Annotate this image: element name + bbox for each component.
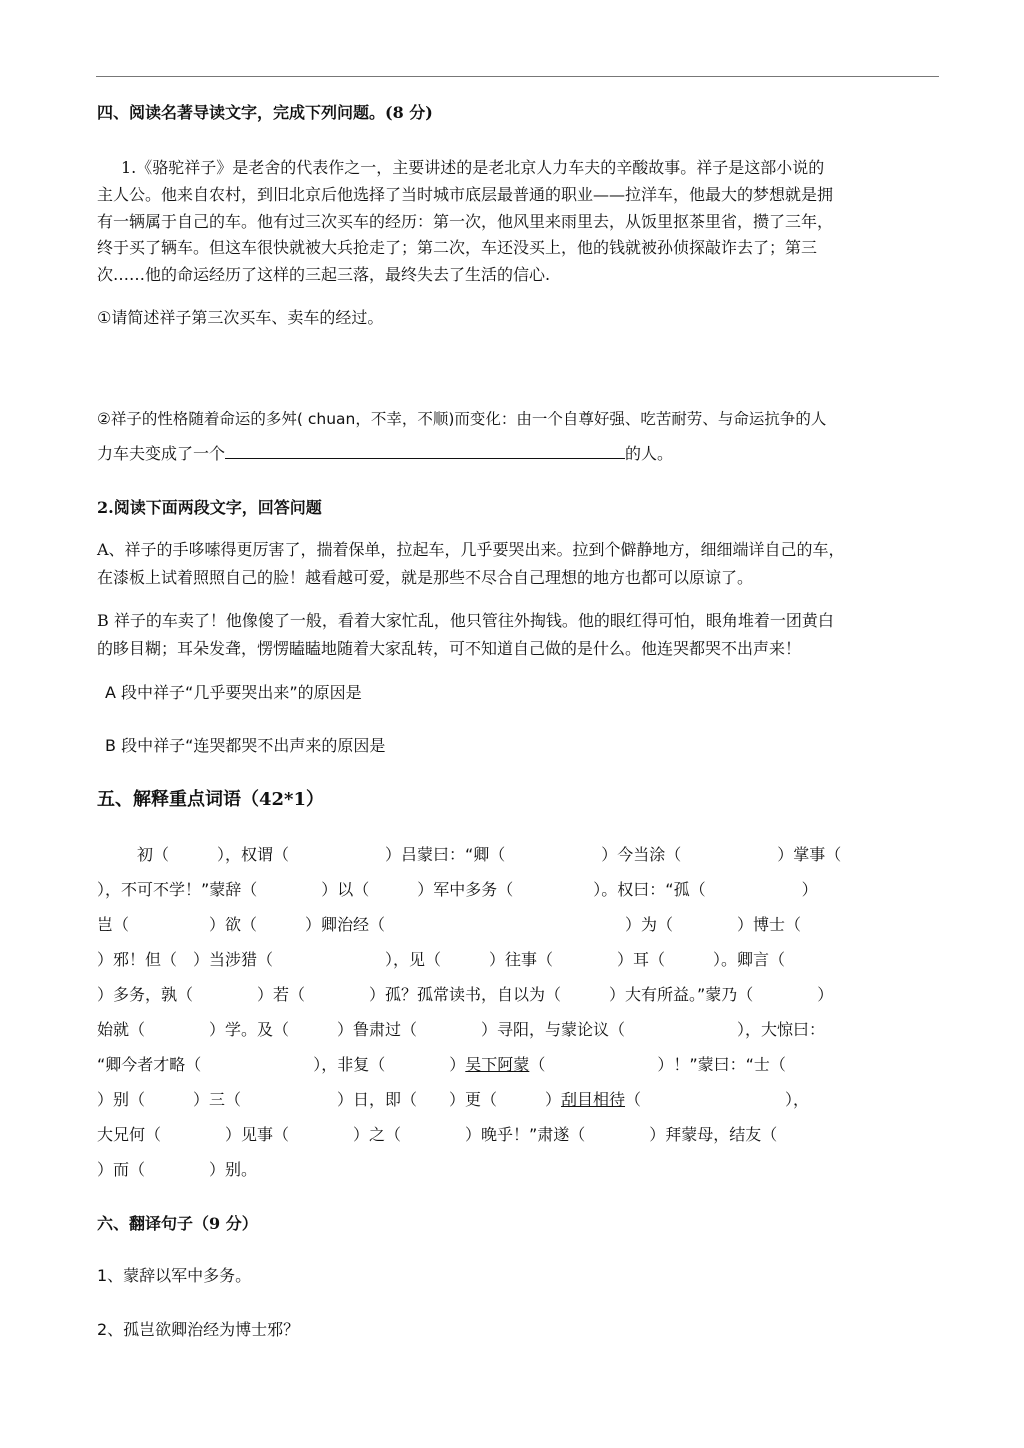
vocab-text: ）别（ ）三（ ）日，即（ ）更（ ）: [97, 1090, 562, 1109]
vocab-line: [97, 982, 933, 1005]
translate-item-2: 2、孤岂欲卿治经为博士邪？: [97, 1320, 300, 1339]
passage-line: 1.《骆驼祥子》是老舍的代表作之一，主要讲述的是老北京人力车夫的辛酸故事。祥子是这部小说的: [121, 158, 825, 177]
section-4-title: 四、阅读名著导读文字，完成下列问题。(8 分): [97, 103, 433, 122]
vocab-text: （ ）！”蒙曰：“士（: [529, 1055, 786, 1074]
translate-item-1: 1、蒙辞以军中多务。: [97, 1266, 252, 1285]
vocab-text: 初（ ），权谓（ ）吕蒙曰：“卿（ ）今当涂（ ）掌事（: [137, 845, 842, 864]
paragraph-a-line: 在漆板上试着照照自己的脸！越看越可爱，就是那些不尽合自己理想的地方也都可以原谅了。: [97, 568, 754, 587]
vocab-text: ）而（ ）别。: [97, 1160, 258, 1179]
underlined-term: 刮目相待: [561, 1090, 626, 1109]
paragraph-b-line: B 祥子的车卖了！他像傻了一般，看着大家忙乱，他只管往外掏钱。他的眼红得可怕，眼角堆着一团黄白: [97, 611, 834, 630]
underlined-term: 吴下阿蒙: [465, 1055, 530, 1074]
vocab-line: [97, 842, 933, 865]
question-2-tail: 的人。: [625, 444, 674, 463]
vocab-text: 大兄何（ ）见事（ ）之（ ）晚乎！”肃遂（ ）拜蒙母，结友（: [97, 1125, 778, 1144]
passage-line: 终于买了辆车。但这车很快就被大兵抢走了；第二次，车还没买上，他的钱就被孙侦探敲诈去了；第三: [97, 238, 818, 257]
passage-line: 有一辆属于自己的车。他有过三次买车的经历：第一次，他风里来雨里去，从饭里抠茶里省，攒了三年，: [97, 212, 834, 231]
question-1: ①请简述祥子第三次买车、卖车的经过。: [97, 308, 384, 327]
vocab-line: [97, 1122, 933, 1145]
paragraph-b-line: 的眵目糊；耳朵发聋，愣愣瞌瞌地随着大家乱转，可不知道自己做的是什么。他连哭都哭不出声来！: [97, 639, 802, 658]
vocab-line: [97, 1017, 933, 1040]
vocab-line: [97, 1157, 933, 1180]
section-5-title: 五、解释重点词语（42*1）: [97, 789, 324, 810]
passage-line: 主人公。他来自农村，到旧北京后他选择了当时城市底层最普通的职业——拉洋车，他最大的梦想就是拥: [97, 185, 834, 204]
paragraph-a-line: A、祥子的手哆嗦得更厉害了，揣着保单，拉起车，几乎要哭出来。拉到个僻静地方，细细端详自己的车，: [97, 540, 845, 559]
vocab-line: [97, 912, 933, 935]
vocab-text: ），不可不学！”蒙辞（ ）以（ ）军中多务（ ）。权曰：“孤（ ）: [97, 880, 818, 899]
question-2-line: ②祥子的性格随着命运的多舛( chuan，不幸，不顺)而变化：由一个自尊好强、吃苦耐劳、与命运抗争的人: [97, 410, 827, 428]
passage-line: 次……他的命运经历了这样的三起三落，最终失去了生活的信心.: [97, 265, 551, 284]
question-2-text: 力车夫变成了一个: [97, 444, 226, 463]
header-rule: [96, 76, 939, 77]
answer-blank[interactable]: [225, 444, 625, 459]
vocab-text: “卿今者才略（ ），非复（ ）: [97, 1055, 466, 1074]
vocab-line: [97, 877, 933, 900]
vocab-text: 始就（ ）学。及（ ）鲁肃过（ ）寻阳，与蒙论议（ ），大惊曰：: [97, 1020, 826, 1039]
question-a: A 段中祥子“几乎要哭出来”的原因是: [105, 683, 362, 702]
vocab-line: [97, 1087, 933, 1110]
vocab-text: ）多务，孰（ ）若（ ）孤？孤常读书，自以为（ ）大有所益。”蒙乃（ ）: [97, 985, 834, 1004]
subsection-2-title: 2.阅读下面两段文字，回答问题: [97, 498, 322, 517]
vocab-text: （ ），: [625, 1090, 810, 1109]
section-6-title: 六、翻译句子（9 分）: [97, 1214, 258, 1233]
question-b: B 段中祥子“连哭都哭不出声来的原因是: [105, 736, 386, 755]
vocab-text: 岂（ ）欲（ ）卿治经（ ）为（ ）博士（: [97, 915, 802, 934]
question-2-line: [97, 441, 933, 464]
vocab-text: ）邪！但（ ）当涉猎（ ），见（ ）往事（ ）耳（ ）。卿言（: [97, 950, 786, 969]
vocab-line: [97, 947, 933, 970]
vocab-line: [97, 1052, 933, 1075]
